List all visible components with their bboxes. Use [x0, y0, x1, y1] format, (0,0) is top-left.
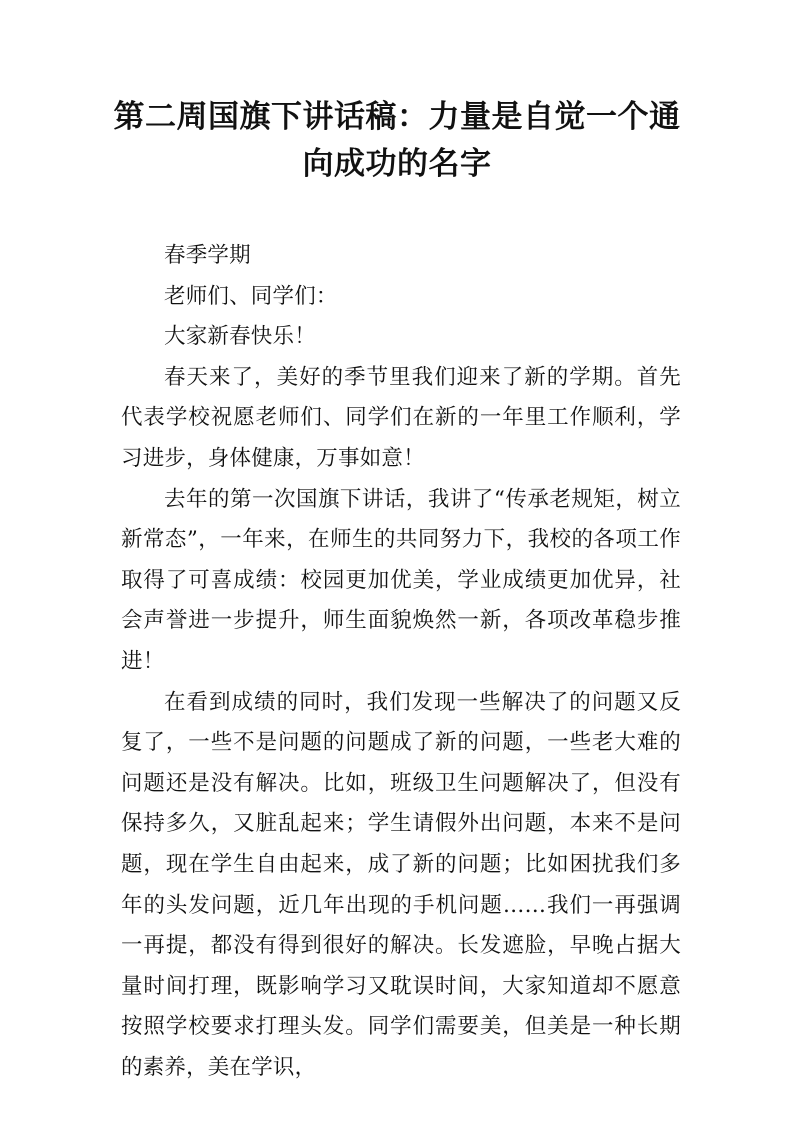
paragraph-problems: 在看到成绩的同时，我们发现一些解决了的问题又反复了，一些不是问题的问题成了新的问题，一些老大难的问题还是没有解决。比如，班级卫生问题解决了，但没有保持多久，又脏乱起来；学生请假外出问题，本来不是问题，现在学生自由起来，成了新的问题；比如困扰我们多年的头发问题，近几年出现的手机问题……我们一再强调一再提，都没有得到很好的解决。长发遮脸，早晚占据大量时间打理，既影响学习又耽误时间，大家知道却不愿意按照学校要求打理头发。同学们需要美，但美是一种长期的素养，美在学识， [121, 689, 681, 1080]
document-body [121, 236, 681, 1088]
document-title: 第二周国旗下讲话稿：力量是自觉一个通向成功的名字 [113, 99, 681, 182]
paragraph-new-term: 春天来了，美好的季节里我们迎来了新的学期。首先代表学校祝愿老师们、同学们在新的一年里工作顺利，学习进步，身体健康，万事如意！ [121, 364, 681, 471]
paragraph-last-year: 去年的第一次国旗下讲话，我讲了“传承老规矩，树立新常态”，一年来，在师生的共同努力下，我校的各项工作取得了可喜成绩：校园更加优美，学业成绩更加优异，社会声誉进一步提升，师生面貌焕然一新，各项改革稳步推进！ [121, 486, 681, 674]
paragraph-greeting: 大家新春快乐！ [164, 324, 316, 350]
paragraph-salutation: 老师们、同学们： [164, 283, 338, 309]
paragraph-semester: 春季学期 [164, 243, 251, 268]
